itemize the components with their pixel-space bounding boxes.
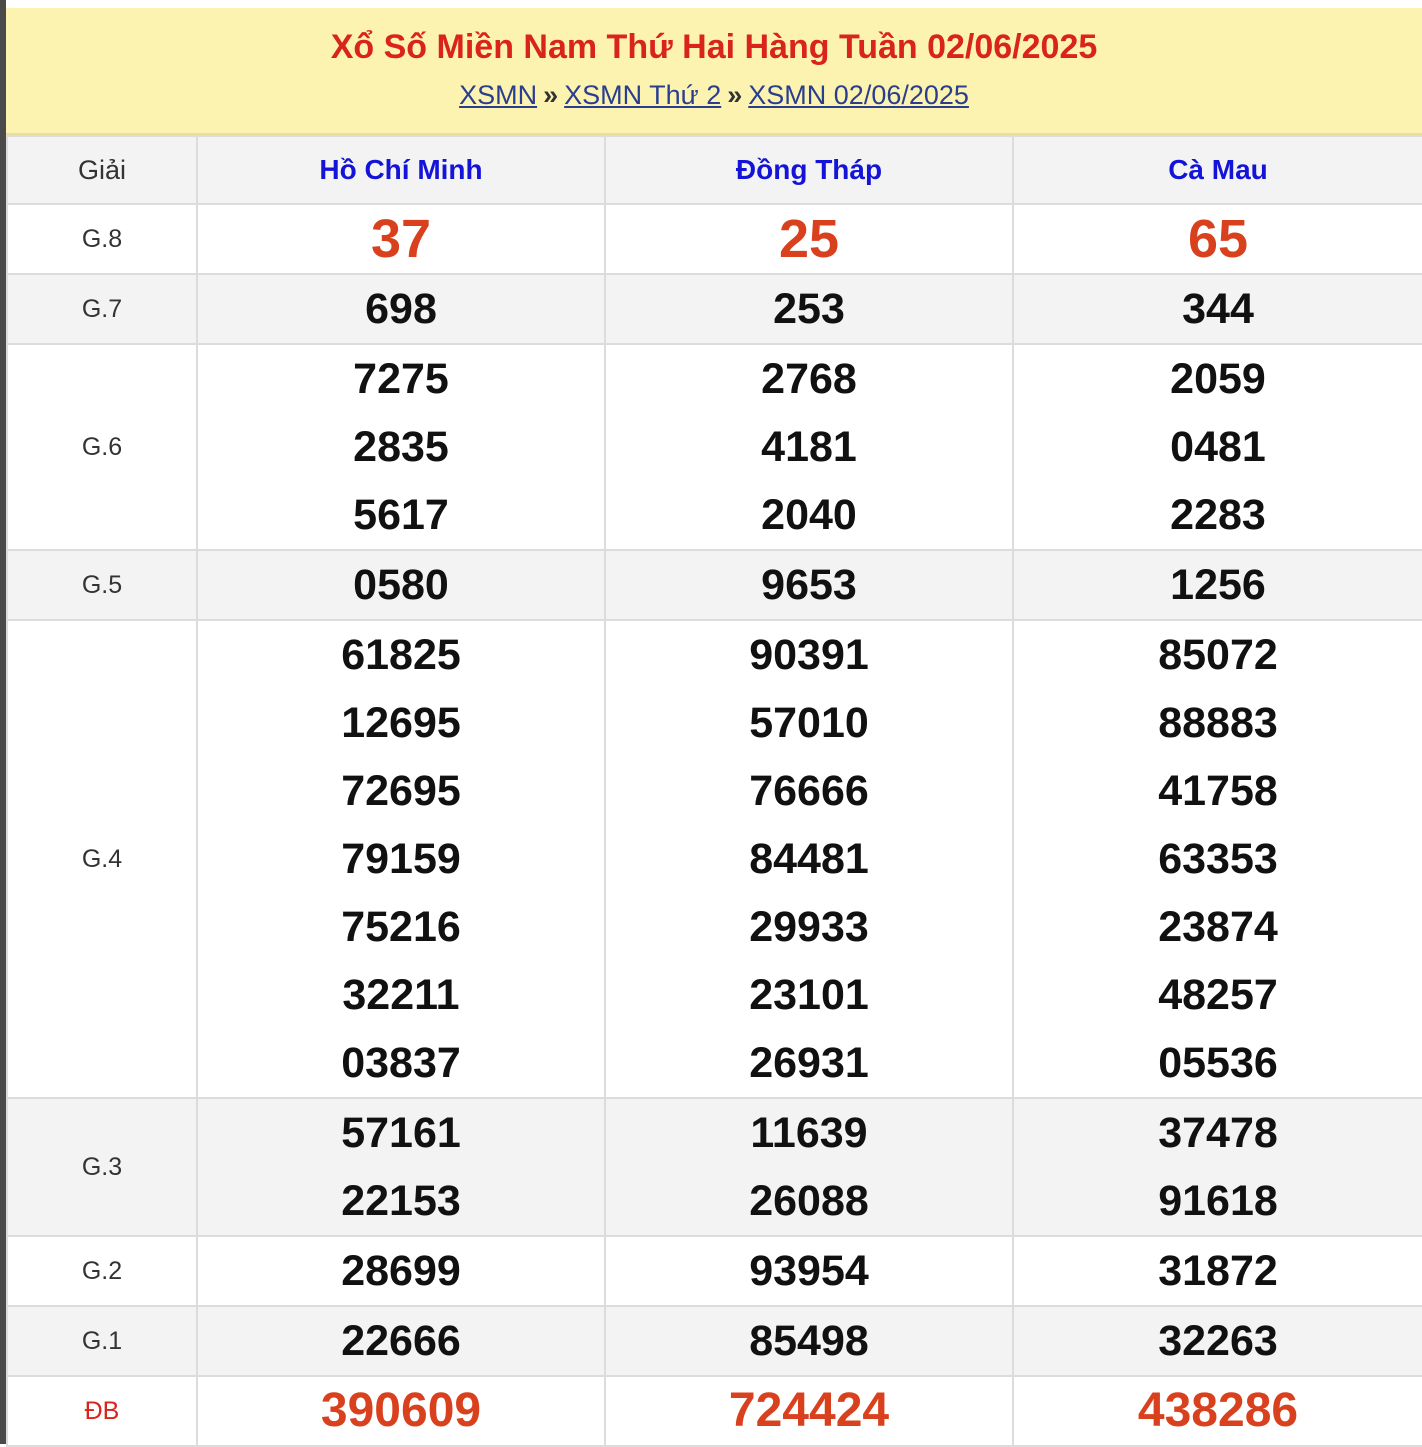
winning-number: 0580 — [353, 561, 449, 609]
winning-number: 5617 — [353, 491, 449, 539]
winning-number: 57010 — [749, 699, 869, 747]
winning-number: 41758 — [1158, 767, 1278, 815]
prize-cell — [197, 204, 605, 274]
prize-cell — [605, 344, 1013, 550]
prize-row-db — [7, 1376, 1422, 1446]
prize-cell — [605, 274, 1013, 344]
winning-number: 2059 — [1170, 355, 1266, 403]
winning-number: 0481 — [1170, 423, 1266, 471]
winning-number: 724424 — [728, 1384, 890, 1437]
winning-number: 28699 — [341, 1247, 461, 1295]
winning-number: 85498 — [749, 1317, 869, 1365]
prize-cell — [1013, 1306, 1422, 1376]
winning-number: 37 — [370, 209, 432, 269]
prize-label: G.1 — [7, 1306, 197, 1376]
prize-column-header: Giải — [7, 136, 197, 204]
prize-cell — [1013, 344, 1422, 550]
prize-cell — [1013, 620, 1422, 1098]
prize-row-g7 — [7, 274, 1422, 344]
winning-number: 63353 — [1158, 835, 1278, 883]
prize-cell — [197, 550, 605, 620]
prize-cell — [197, 1306, 605, 1376]
winning-number: 22666 — [341, 1317, 461, 1365]
winning-number: 2040 — [761, 491, 857, 539]
prize-row-g4 — [7, 620, 1422, 1098]
breadcrumb — [6, 80, 1422, 111]
winning-number: 1256 — [1170, 561, 1266, 609]
winning-number: 253 — [773, 285, 845, 333]
prize-cell — [605, 1236, 1013, 1306]
prize-row-g1 — [7, 1306, 1422, 1376]
winning-number: 438286 — [1137, 1384, 1299, 1437]
prize-row-g8 — [7, 204, 1422, 274]
prize-label: G.2 — [7, 1236, 197, 1306]
prize-row-g5 — [7, 550, 1422, 620]
winning-number: 25 — [778, 209, 840, 269]
winning-number: 57161 — [341, 1109, 461, 1157]
winning-number: 79159 — [341, 835, 461, 883]
prize-label: G.8 — [7, 204, 197, 274]
breadcrumb-link-xsmn-thu-2[interactable]: XSMN Thứ 2 — [564, 80, 722, 110]
winning-number: 2835 — [353, 423, 449, 471]
winning-number: 2283 — [1170, 491, 1266, 539]
prize-cell — [197, 1236, 605, 1306]
breadcrumb-link-xsmn-date[interactable]: XSMN 02/06/2025 — [748, 80, 969, 110]
winning-number: 72695 — [341, 767, 461, 815]
winning-number: 48257 — [1158, 971, 1278, 1019]
breadcrumb-separator: » — [543, 80, 559, 110]
prize-cell — [1013, 550, 1422, 620]
winning-number: 61825 — [341, 631, 461, 679]
prize-cell — [197, 620, 605, 1098]
prize-cell — [605, 550, 1013, 620]
breadcrumb-link-xsmn[interactable]: XSMN — [459, 80, 538, 110]
winning-number: 88883 — [1158, 699, 1278, 747]
prize-cell — [197, 344, 605, 550]
winning-number: 9653 — [761, 561, 857, 609]
province-header-ca-mau[interactable]: Cà Mau — [1013, 136, 1422, 204]
winning-number: 22153 — [341, 1177, 461, 1225]
winning-number: 390609 — [320, 1384, 482, 1437]
winning-number: 32211 — [342, 971, 460, 1019]
winning-number: 37478 — [1158, 1109, 1278, 1157]
prize-cell — [605, 1098, 1013, 1236]
winning-number: 26931 — [749, 1039, 869, 1087]
winning-number: 31872 — [1158, 1247, 1278, 1295]
prize-cell — [1013, 1236, 1422, 1306]
lottery-results-table — [6, 135, 1422, 1447]
winning-number: 91618 — [1158, 1177, 1278, 1225]
prize-cell — [197, 1376, 605, 1446]
winning-number: 7275 — [353, 355, 449, 403]
prize-cell — [605, 1306, 1013, 1376]
prize-label: G.3 — [7, 1098, 197, 1236]
winning-number: 23101 — [749, 971, 869, 1019]
winning-number: 76666 — [749, 767, 869, 815]
winning-number: 65 — [1187, 209, 1249, 269]
winning-number: 26088 — [749, 1177, 869, 1225]
winning-number: 23874 — [1158, 903, 1278, 951]
prize-label: G.7 — [7, 274, 197, 344]
prize-row-g6 — [7, 344, 1422, 550]
prize-cell — [1013, 204, 1422, 274]
winning-number: 4181 — [761, 423, 857, 471]
prize-label: ĐB — [7, 1376, 197, 1446]
province-header-dong-thap[interactable]: Đồng Tháp — [605, 136, 1013, 204]
prize-cell — [605, 620, 1013, 1098]
prize-label: G.5 — [7, 550, 197, 620]
page-title: Xổ Số Miền Nam Thứ Hai Hàng Tuần 02/06/2025 — [330, 28, 1098, 66]
winning-number: 2768 — [761, 355, 857, 403]
province-header-ho-chi-minh[interactable]: Hồ Chí Minh — [197, 136, 605, 204]
prize-rows — [7, 204, 1422, 1446]
prize-cell — [1013, 274, 1422, 344]
winning-number: 05536 — [1158, 1039, 1278, 1087]
prize-label: G.4 — [7, 620, 197, 1098]
winning-number: 03837 — [341, 1039, 461, 1087]
winning-number: 344 — [1182, 285, 1254, 333]
winning-number: 84481 — [749, 835, 869, 883]
table-header-row — [7, 136, 1422, 204]
winning-number: 85072 — [1158, 631, 1278, 679]
prize-label: G.6 — [7, 344, 197, 550]
winning-number: 90391 — [749, 631, 869, 679]
prize-row-g2 — [7, 1236, 1422, 1306]
prize-row-g3 — [7, 1098, 1422, 1236]
prize-cell — [605, 204, 1013, 274]
prize-cell — [605, 1376, 1013, 1446]
winning-number: 29933 — [749, 903, 869, 951]
winning-number: 698 — [365, 285, 437, 333]
prize-cell — [1013, 1376, 1422, 1446]
prize-cell — [197, 274, 605, 344]
winning-number: 12695 — [341, 699, 461, 747]
winning-number: 11639 — [750, 1109, 868, 1157]
winning-number: 32263 — [1158, 1317, 1278, 1365]
prize-cell — [197, 1098, 605, 1236]
breadcrumb-separator: » — [727, 80, 743, 110]
result-header — [6, 8, 1422, 135]
prize-cell — [1013, 1098, 1422, 1236]
winning-number: 93954 — [749, 1247, 869, 1295]
winning-number: 75216 — [341, 903, 461, 951]
